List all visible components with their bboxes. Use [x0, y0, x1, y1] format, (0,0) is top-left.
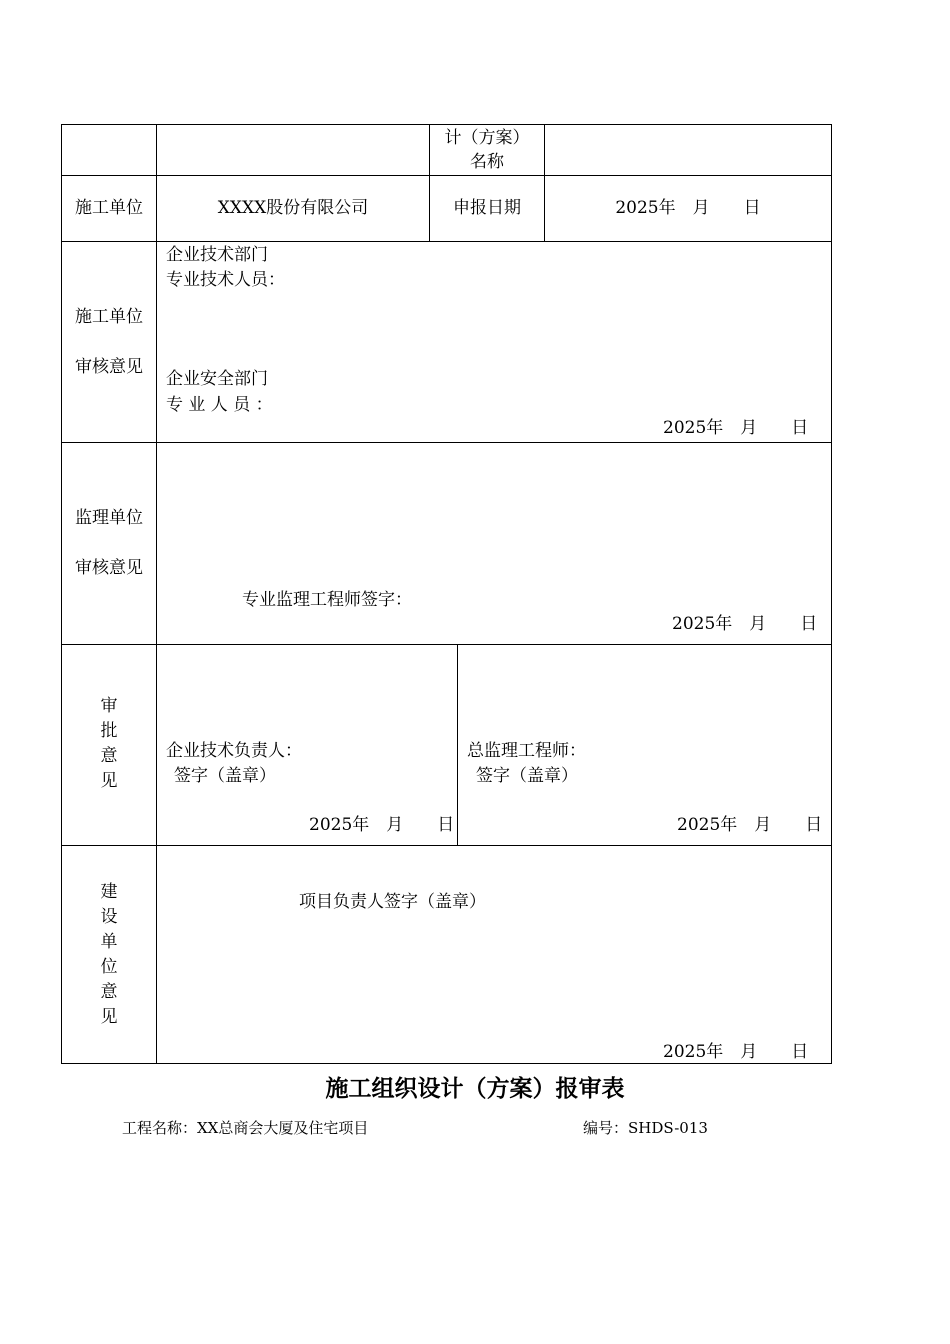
- document-code: 编号：SHDS-013: [583, 1119, 708, 1137]
- tech-staff-label: 专业技术人员：: [166, 270, 285, 290]
- section3-left-date: 2025年 月 日: [309, 815, 455, 835]
- section2-label-line1: 监理单位: [75, 508, 143, 528]
- scheme-name-label-line2: 名称: [470, 152, 504, 172]
- table-line: [61, 845, 832, 846]
- table-line: [61, 175, 832, 176]
- form-title: 施工组织设计（方案）报审表: [325, 1076, 625, 1102]
- supervisor-engineer-signature-label: 专业监理工程师签字：: [242, 590, 412, 610]
- section1-label-line2: 审核意见: [75, 357, 143, 377]
- section2-date: 2025年 月 日: [672, 614, 818, 634]
- safety-dept-label: 企业安全部门: [166, 369, 268, 389]
- construction-unit-label: 施工单位: [75, 198, 143, 218]
- table-line: [457, 644, 458, 846]
- section4-label: 建 设 单 位 意 见: [100, 882, 118, 1027]
- section3-label: 审 批 意 见: [100, 696, 118, 791]
- table-line: [156, 124, 157, 1064]
- chief-sign-seal-label: 签字（盖章）: [476, 766, 578, 786]
- enterprise-sign-seal-label: 签字（盖章）: [174, 766, 276, 786]
- section4-date: 2025年 月 日: [663, 1042, 809, 1062]
- scheme-name-label-line1: 计（方案）: [444, 128, 530, 148]
- table-line: [61, 241, 832, 242]
- table-line: [61, 442, 832, 443]
- table-border-top: [61, 124, 832, 125]
- project-name-line: 工程名称：XX总商会大厦及住宅项目: [122, 1119, 369, 1137]
- table-line: [61, 644, 832, 645]
- section1-date: 2025年 月 日: [663, 418, 809, 438]
- table-border-right: [831, 124, 832, 1064]
- report-date-label: 申报日期: [453, 198, 521, 218]
- section3-right-date: 2025年 月 日: [677, 815, 823, 835]
- table-line: [544, 124, 545, 242]
- construction-unit-value: XXXX股份有限公司: [217, 198, 369, 218]
- section2-label-line2: 审核意见: [75, 558, 143, 578]
- safety-staff-label: 专 业 人 员 ：: [166, 395, 273, 415]
- section1-label-line1: 施工单位: [75, 307, 143, 327]
- report-date-value: 2025年 月 日: [615, 198, 761, 218]
- project-lead-signature-label: 项目负责人签字（盖章）: [299, 892, 486, 912]
- tech-dept-label: 企业技术部门: [166, 245, 268, 265]
- chief-supervisor-label: 总监理工程师：: [467, 741, 586, 761]
- enterprise-tech-lead-label: 企业技术负责人：: [166, 741, 302, 761]
